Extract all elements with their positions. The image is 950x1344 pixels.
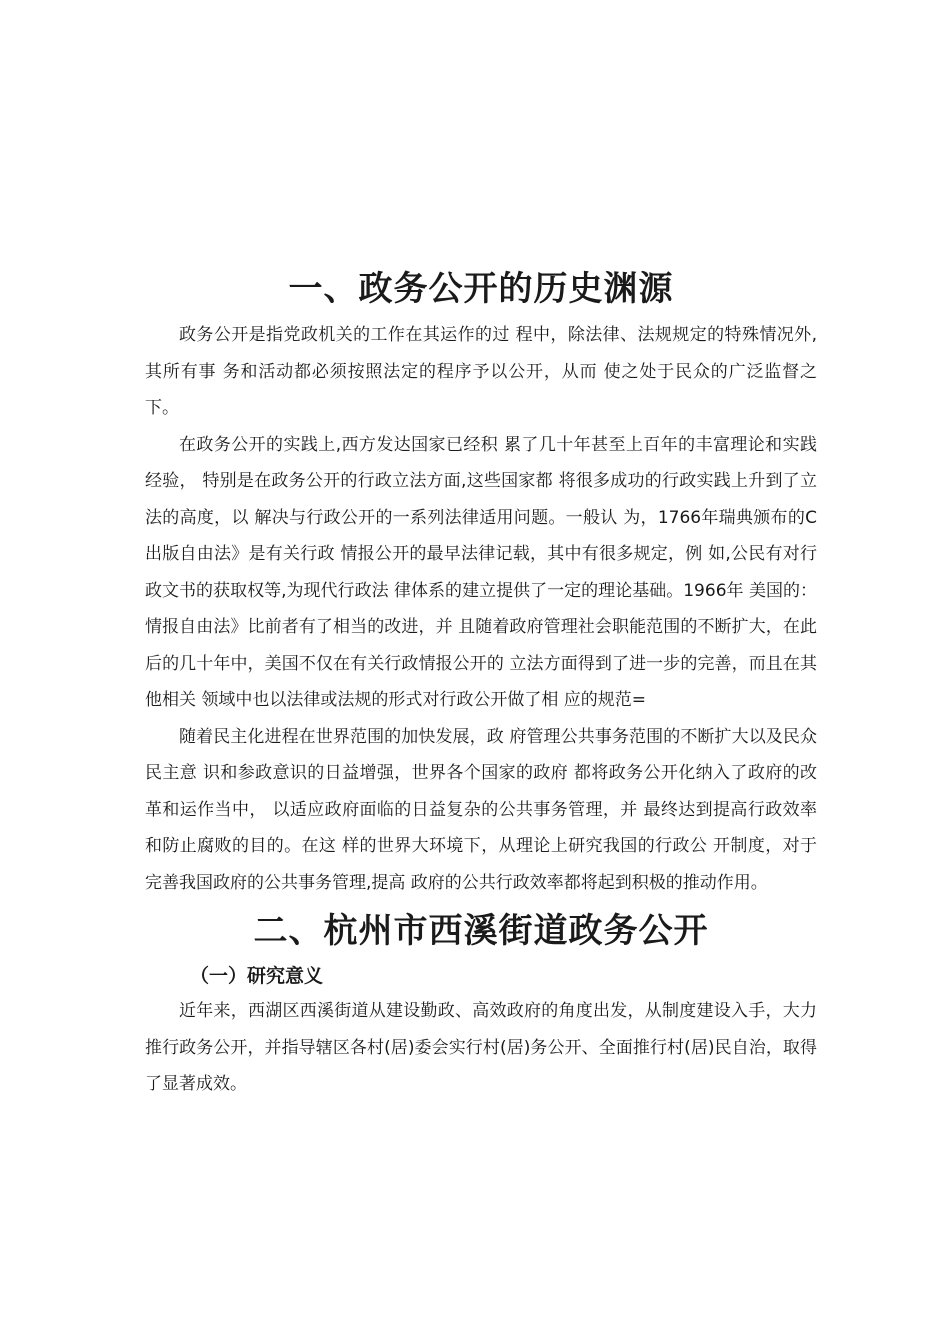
section-1-title: 一、政务公开的历史渊源 [288, 269, 674, 309]
section-2-title: 二、杭州市西溪街道政务公开 [253, 911, 709, 951]
document-body [145, 265, 817, 1103]
section-1-paragraph-3: 随着民主化进程在世界范围的加快发展，政 府管理公共事务范围的不断扩大以及民众民主意 识和参政意识的日益增强，世界各个国家的政府 都将政务公开化纳入了政府的改革和运作当中， 以适应政府面临的日益复杂的公共事务管理，并 最终达到提高行政效率和防止腐败的目的。在这 样的世界大环境下，从理论上研究我国的行政公 开制度，对于完善我国政府的公共事务管理,提高 政府的公共行政效率都将起到积极的推动作用。 [145, 726, 817, 893]
section-1-paragraph-2: 在政务公开的实践上,西方发达国家已经积 累了几十年甚至上百年的丰富理论和实践经验， 特别是在政务公开的行政立法方面,这些国家都 将很多成功的行政实践上升到了立法的高度，以 解决与行政公开的一系列法律适用问题。一般认 为，1766年瑞典颁布的C出版自由法》是有关行政 情报公开的最早法律记载，其中有很多规定，例 如,公民有对行政文书的获取权等,为现代行政法 律体系的建立提供了一定的理论基础。1966年 美国的：情报自由法》比前者有了相当的改进，并 且随着政府管理社会职能范围的不断扩大，在此 后的几十年中，美国不仅在有关行政情报公开的 立法方面得到了进一步的完善，而且在其他相关 领域中也以法律或法规的形式对行政公开做了相 应的规范= [145, 434, 817, 710]
section-1-paragraph-1: 政务公开是指党政机关的工作在其运作的过 程中，除法律、法规规定的特殊情况外,其所有事 务和活动都必须按照法定的程序予以公开，从而 使之处于民众的广泛监督之下。 [145, 325, 817, 418]
subsection-1-heading: （一）研究意义 [190, 965, 324, 987]
subsection-1-paragraph-1: 近年来，西湖区西溪街道从建设勤政、高效政府的角度出发，从制度建设入手，大力推行政务公开，并指导辖区各村(居)委会实行村(居)务公开、全面推行村(居)民自治，取得了显著成效。 [145, 1001, 817, 1094]
